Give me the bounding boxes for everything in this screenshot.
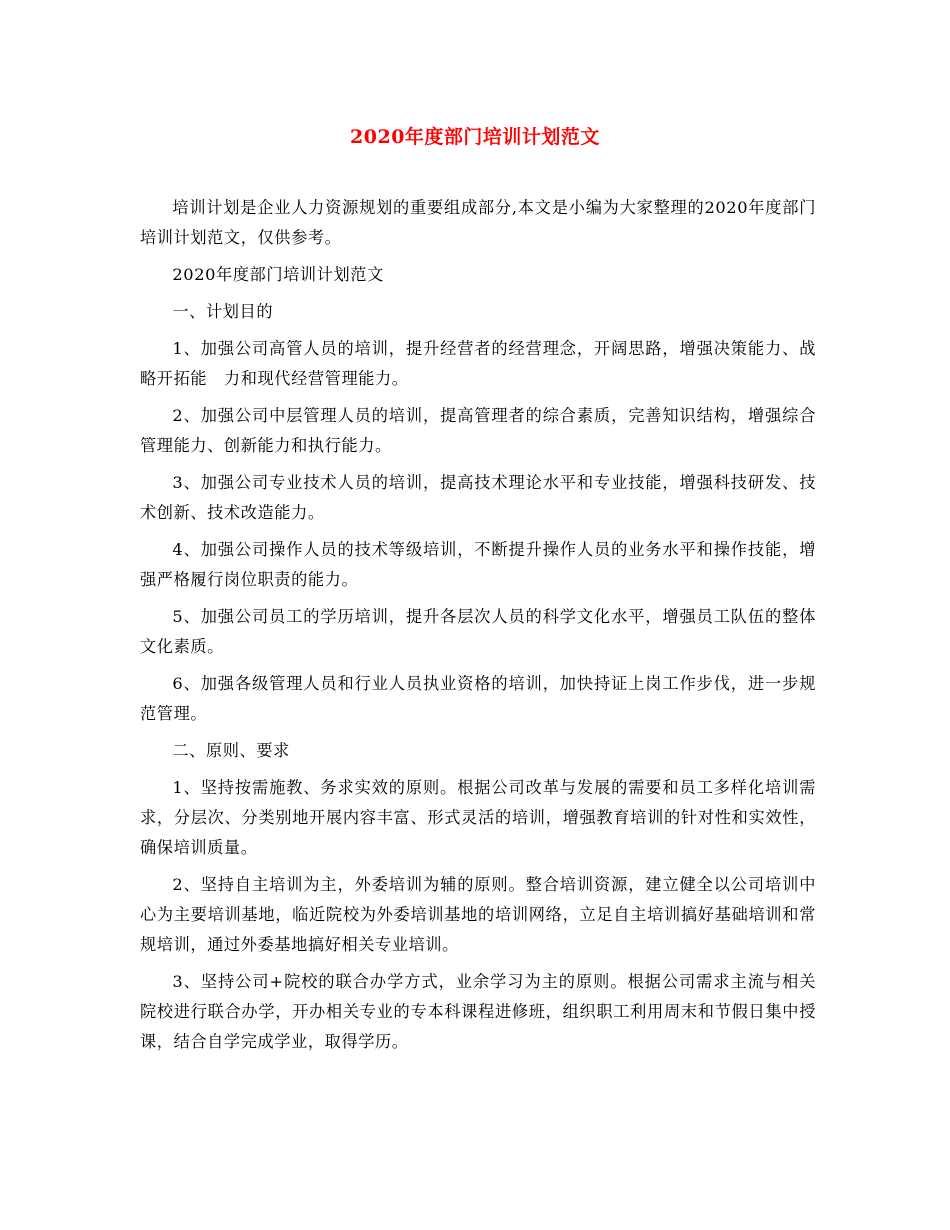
paragraph-purpose-5: 5、加强公司员工的学历培训，提升各层次人员的科学文化水平，增强员工队伍的整体文化素质。 [140, 607, 816, 656]
paragraph-subtitle: 2020年度部门培训计划范文 [172, 265, 384, 284]
document-title: 2020年度部门培训计划范文 [350, 126, 600, 148]
paragraph-purpose-4: 4、加强公司操作人员的技术等级培训，不断提升操作人员的业务水平和操作技能，增强严格履行岗位职责的能力。 [140, 540, 816, 589]
document-body [140, 193, 816, 1064]
paragraph-purpose-6: 6、加强各级管理人员和行业人员执业资格的培训，加快持证上岗工作步伐，进一步规范管理。 [140, 674, 816, 723]
section-heading-principles: 二、原则、要求 [172, 741, 290, 760]
paragraph-intro: 培训计划是企业人力资源规划的重要组成部分,本文是小编为大家整理的2020年度部门培训计划范文，仅供参考。 [140, 198, 816, 247]
section-heading-purpose: 一、计划目的 [172, 302, 274, 321]
paragraph-purpose-1: 1、加强公司高管人员的培训，提升经营者的经营理念，开阔思路，增强决策能力、战略开拓能 力和现代经营管理能力。 [140, 339, 816, 388]
paragraph-principle-3: 3、坚持公司+院校的联合办学方式，业余学习为主的原则。根据公司需求主流与相关院校进行联合办学，开办相关专业的专本科课程进修班，组织职工利用周末和节假日集中授课，结合自学完成学业，取得学历。 [140, 972, 816, 1051]
paragraph-principle-2: 2、坚持自主培训为主，外委培训为辅的原则。整合培训资源，建立健全以公司培训中心为主要培训基地，临近院校为外委培训基地的培训网络，立足自主培训搞好基础培训和常规培训，通过外委基地搞好相关专业培训。 [140, 875, 816, 954]
paragraph-purpose-3: 3、加强公司专业技术人员的培训，提高技术理论水平和专业技能，增强科技研发、技术创新、技术改造能力。 [140, 473, 816, 522]
paragraph-principle-1: 1、坚持按需施教、务求实效的原则。根据公司改革与发展的需要和员工多样化培训需求，分层次、分类别地开展内容丰富、形式灵活的培训，增强教育培训的针对性和实效性，确保培训质量。 [140, 778, 816, 857]
paragraph-purpose-2: 2、加强公司中层管理人员的培训，提高管理者的综合素质，完善知识结构，增强综合管理能力、创新能力和执行能力。 [140, 406, 816, 455]
